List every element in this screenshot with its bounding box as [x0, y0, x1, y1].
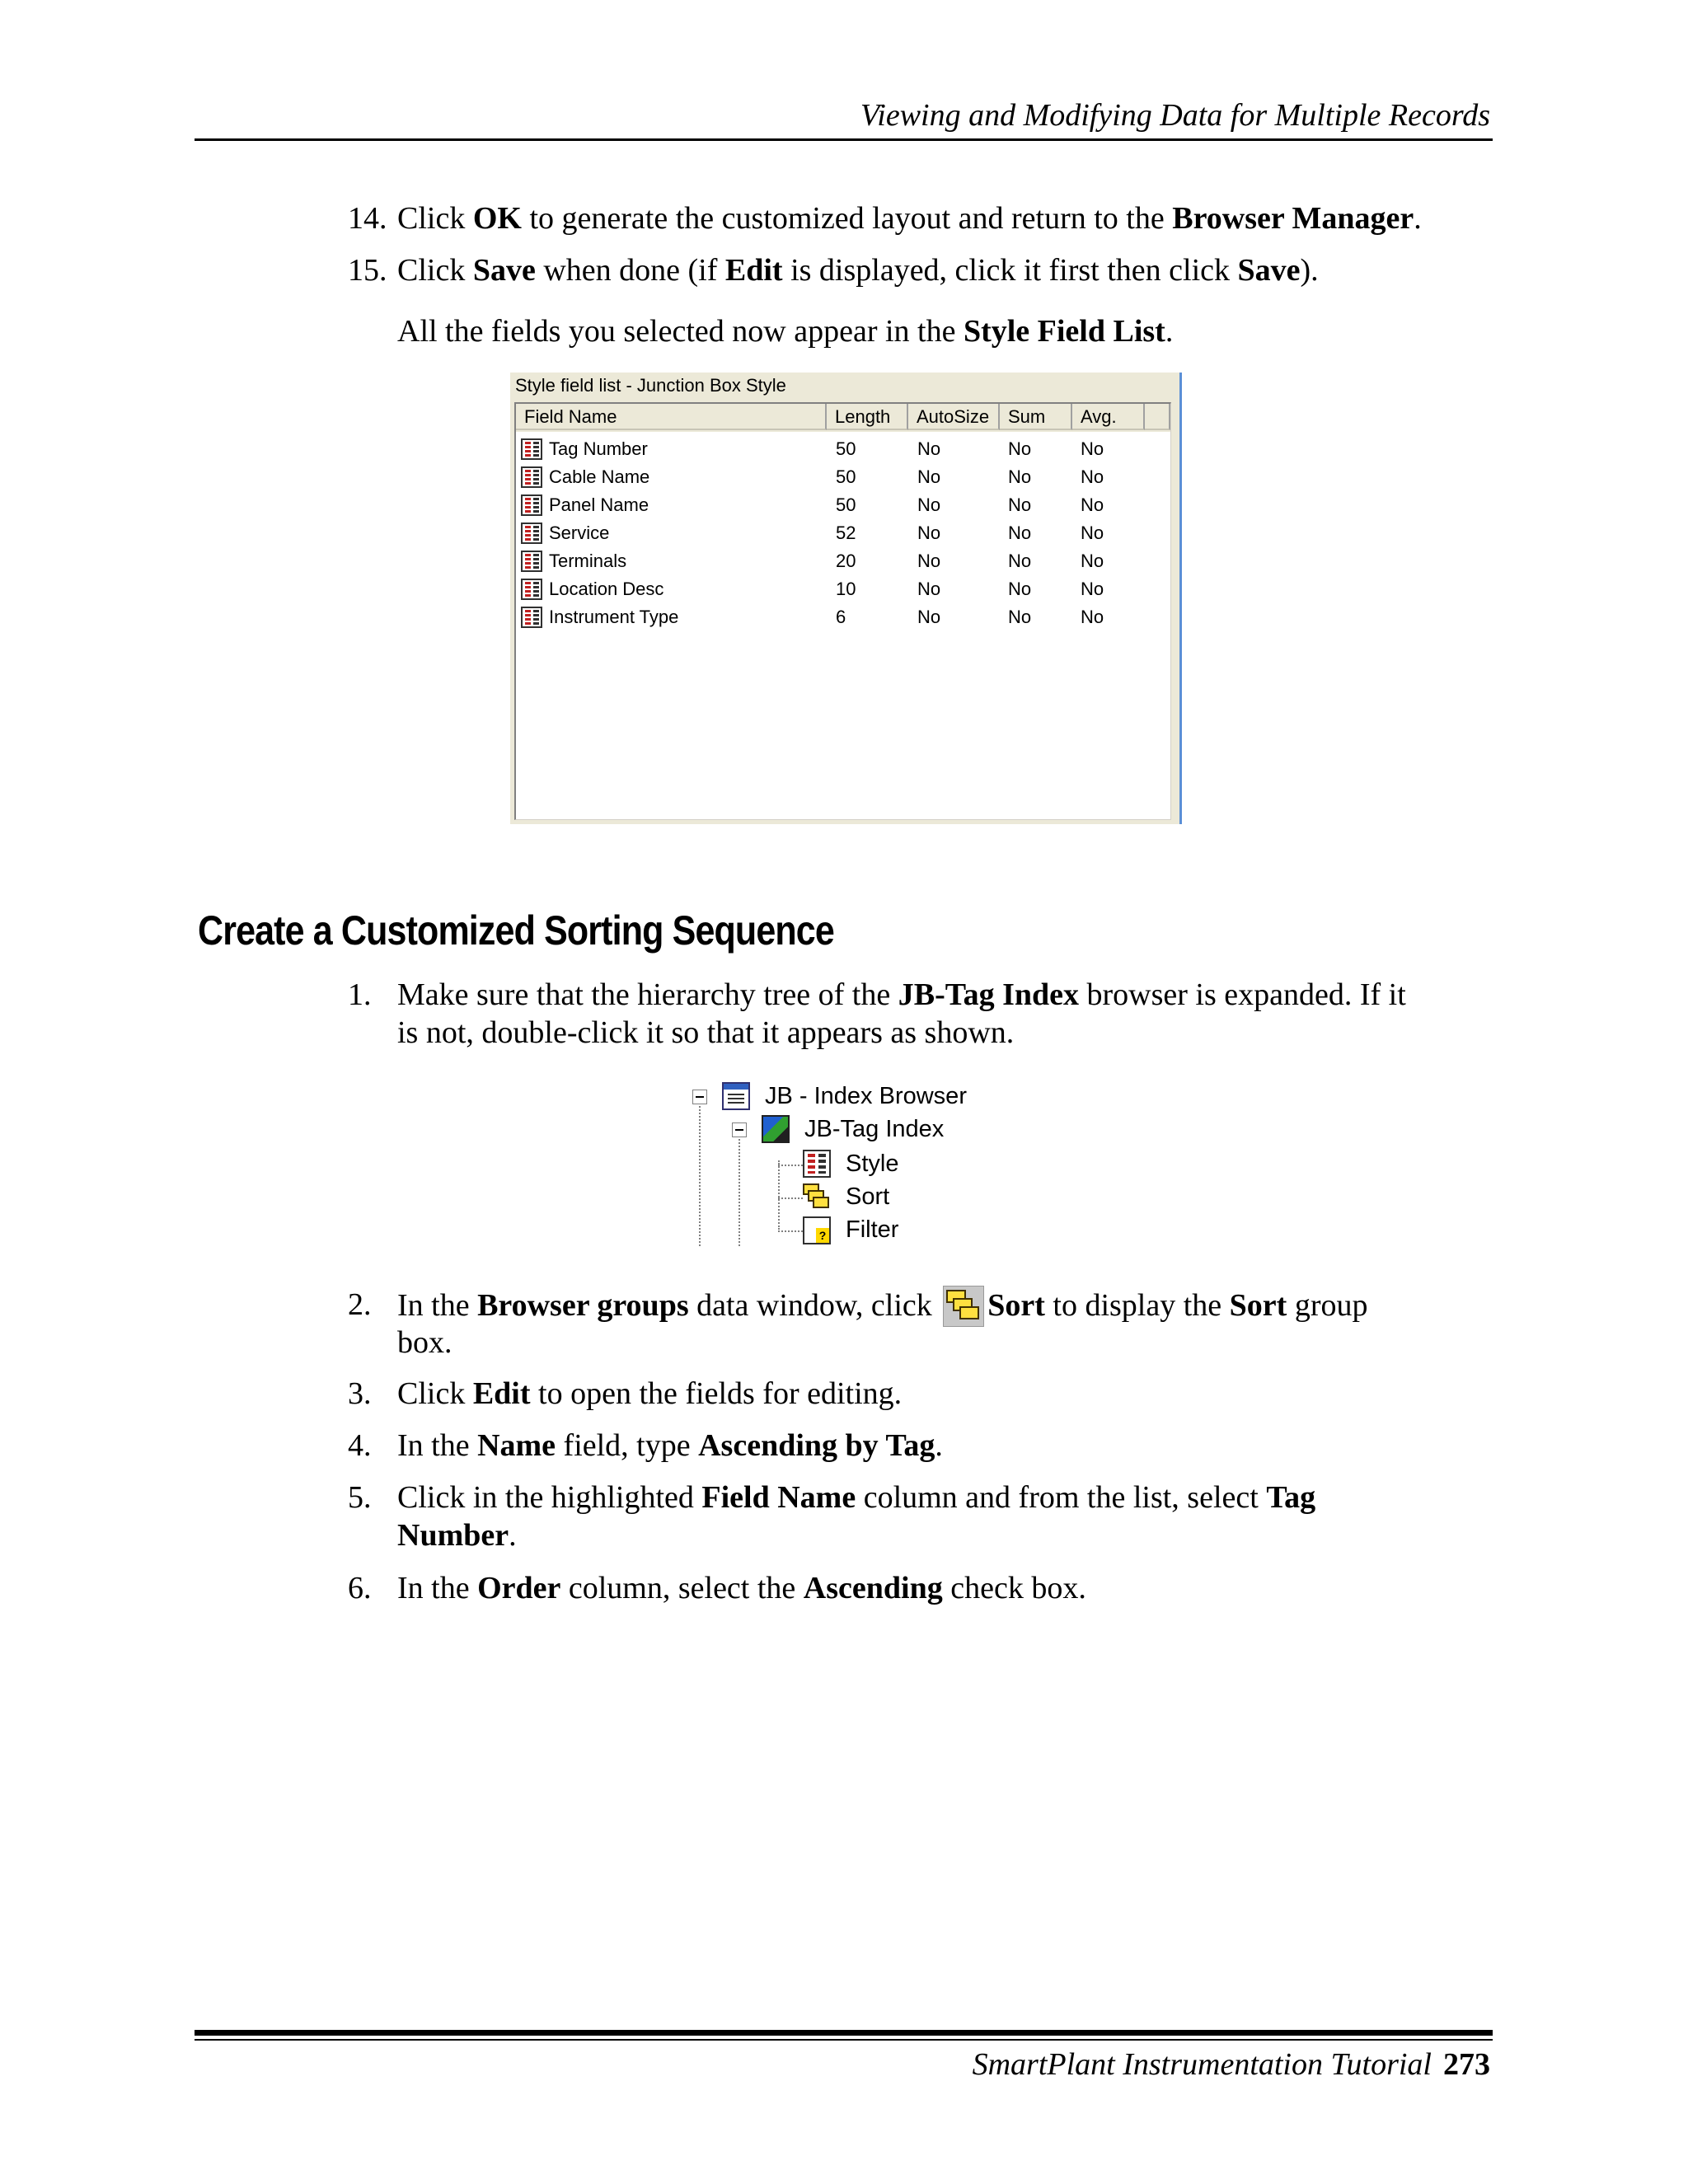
step-text: In the Name field, type Ascending by Tag. — [397, 1428, 943, 1463]
column-header-length[interactable]: Length — [827, 404, 908, 430]
cell-field-name: Cable Name — [549, 466, 650, 487]
index-icon — [762, 1115, 790, 1143]
field-column-icon — [521, 523, 542, 544]
tree-line — [778, 1160, 780, 1230]
sort-icon — [943, 1286, 984, 1327]
column-header-sum[interactable]: Sum — [1000, 404, 1072, 430]
cell-field-name: Location Desc — [549, 579, 664, 599]
cell-field-name: Instrument Type — [549, 607, 679, 627]
field-column-icon — [521, 551, 542, 572]
cell-avg: No — [1081, 438, 1104, 459]
footer — [973, 2046, 1490, 2083]
step-text-line-1: Click in the highlighted Field Name column and from the list, select Tag — [397, 1480, 1316, 1515]
footer-rule — [195, 2030, 1493, 2036]
step-14 — [348, 199, 1422, 237]
section-heading: Create a Customized Sorting Sequence — [198, 907, 834, 954]
style-field-list-window — [510, 373, 1182, 824]
style-icon — [803, 1150, 831, 1178]
step-text: Click Save when done (if Edit is displayed, click it first then click Save). — [397, 253, 1319, 288]
footer-title: SmartPlant Instrumentation Tutorial — [972, 2047, 1432, 2082]
cell-autosize: No — [917, 438, 941, 459]
step-text: Click OK to generate the customized layout and return to the Browser Manager. — [397, 201, 1422, 236]
cell-length: 50 — [836, 466, 856, 487]
column-header-field-name[interactable]: Field Name — [516, 404, 827, 430]
header-rule — [195, 138, 1493, 141]
step-text-line-1: In the Browser groups data window, click Sort to display the Sort group — [397, 1286, 1367, 1327]
collapse-toggle[interactable] — [692, 1090, 707, 1104]
fields-paragraph: All the fields you selected now appear in the Style Field List. — [397, 314, 1174, 349]
table-row[interactable] — [516, 435, 1170, 463]
tree-line — [778, 1197, 803, 1199]
tree-node-style[interactable]: Style — [846, 1151, 899, 1177]
step-number: 6. — [348, 1571, 372, 1605]
table-row[interactable] — [516, 603, 1170, 631]
table-row[interactable] — [516, 519, 1170, 547]
table-row[interactable] — [516, 491, 1170, 519]
step-text-line-2: box. — [397, 1325, 452, 1360]
cell-autosize: No — [917, 494, 941, 515]
cell-autosize: No — [917, 523, 941, 543]
step-text-line-1: Make sure that the hierarchy tree of the JB-Tag Index browser is expanded. If it — [397, 977, 1406, 1012]
table-row[interactable] — [516, 547, 1170, 575]
cell-avg: No — [1081, 607, 1104, 627]
cell-sum: No — [1008, 494, 1032, 515]
cell-sum: No — [1008, 551, 1032, 571]
field-column-icon — [521, 607, 542, 628]
cell-autosize: No — [917, 607, 941, 627]
tree-line — [699, 1093, 701, 1246]
column-header-filler — [1145, 404, 1170, 430]
table-row[interactable] — [516, 575, 1170, 603]
step-number: 3. — [348, 1376, 372, 1411]
cell-field-name: Tag Number — [549, 438, 648, 459]
cell-length: 52 — [836, 523, 856, 543]
step-text: In the Order column, select the Ascending check box. — [397, 1571, 1086, 1605]
step-text-line-2: is not, double-click it so that it appears as shown. — [397, 1015, 1015, 1050]
style-field-list-title: Style field list - Junction Box Style — [515, 375, 786, 396]
column-header-autosize[interactable]: AutoSize — [908, 404, 1000, 430]
field-column-icon — [521, 438, 542, 460]
browser-icon — [722, 1082, 750, 1110]
cell-sum: No — [1008, 438, 1032, 459]
step-text: Click Edit to open the fields for editing. — [397, 1376, 903, 1411]
page-number: 273 — [1443, 2047, 1490, 2082]
running-head: Viewing and Modifying Data for Multiple Records — [860, 98, 1490, 133]
style-field-list-grid — [514, 402, 1171, 820]
step-3 — [348, 1375, 903, 1413]
cell-sum: No — [1008, 523, 1032, 543]
cell-autosize: No — [917, 466, 941, 487]
field-column-icon — [521, 494, 542, 516]
cell-sum: No — [1008, 607, 1032, 627]
step-6 — [348, 1569, 1086, 1607]
cell-length: 6 — [836, 607, 846, 627]
step-text-line-2: Number. — [397, 1518, 517, 1553]
cell-avg: No — [1081, 523, 1104, 543]
step-number: 15. — [348, 253, 387, 288]
cell-length: 20 — [836, 551, 856, 571]
cell-sum: No — [1008, 466, 1032, 487]
step-15 — [348, 251, 1319, 289]
field-column-icon — [521, 466, 542, 488]
cell-avg: No — [1081, 494, 1104, 515]
cell-field-name: Terminals — [549, 551, 627, 571]
browser-hierarchy-tree — [684, 1071, 967, 1253]
cell-sum: No — [1008, 579, 1032, 599]
step-number: 5. — [348, 1480, 372, 1515]
tree-node-browser[interactable]: JB - Index Browser — [765, 1083, 967, 1109]
cell-length: 50 — [836, 438, 856, 459]
cell-avg: No — [1081, 466, 1104, 487]
filter-icon — [803, 1216, 831, 1244]
cell-field-name: Panel Name — [549, 494, 649, 515]
tree-line — [778, 1165, 803, 1166]
step-number: 2. — [348, 1287, 372, 1322]
tree-node-sort[interactable]: Sort — [846, 1183, 890, 1210]
tree-line — [738, 1126, 740, 1246]
collapse-toggle[interactable] — [732, 1122, 747, 1137]
sort-icon — [803, 1183, 831, 1212]
step-1 — [348, 976, 1406, 1050]
cell-autosize: No — [917, 551, 941, 571]
cell-avg: No — [1081, 551, 1104, 571]
cell-autosize: No — [917, 579, 941, 599]
column-header-avg[interactable]: Avg. — [1072, 404, 1145, 430]
cell-avg: No — [1081, 579, 1104, 599]
footer-rule-thin — [195, 2039, 1493, 2041]
step-4 — [348, 1427, 943, 1465]
step-5 — [348, 1479, 1316, 1553]
cell-field-name: Service — [549, 523, 610, 543]
tree-line — [778, 1230, 803, 1232]
cell-length: 10 — [836, 579, 856, 599]
step-number: 14. — [348, 201, 387, 236]
field-column-icon — [521, 579, 542, 600]
step-number: 4. — [348, 1428, 372, 1463]
step-number: 1. — [348, 977, 372, 1012]
table-row[interactable] — [516, 463, 1170, 491]
step-2 — [348, 1286, 1368, 1360]
cell-length: 50 — [836, 494, 856, 515]
column-header-row — [516, 404, 1170, 432]
tree-node-index[interactable]: JB-Tag Index — [804, 1116, 945, 1142]
tree-node-filter[interactable]: Filter — [846, 1216, 899, 1243]
